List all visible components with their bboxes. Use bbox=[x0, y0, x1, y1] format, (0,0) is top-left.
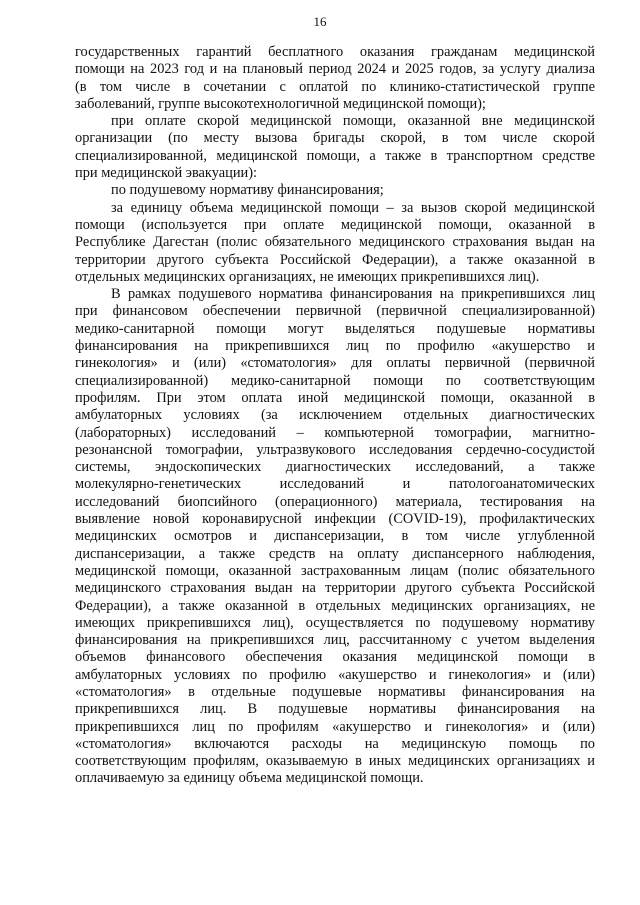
paragraph bbox=[75, 113, 595, 182]
text-line: государственных гарантий бесплатного оказания гражданам медицинской bbox=[75, 44, 595, 60]
text-line: помощи (используется при оплате медицинской помощи, оказанной в bbox=[75, 216, 595, 233]
text-line: (лабораторных) исследований – компьютерной томографии, магнитно- bbox=[75, 424, 595, 441]
paragraph bbox=[75, 44, 595, 113]
text-line: при медицинской эвакуации): bbox=[75, 165, 258, 182]
text-line: специализированной, медицинской помощи, а также в транспортном средстве bbox=[75, 147, 595, 164]
text-line: медицинской помощи, оказанной застрахованным лицам (полис обязательного bbox=[75, 562, 595, 579]
text-line: помощи на 2023 год и на плановый период 2024 и 2025 годов, за услугу диализа bbox=[75, 61, 595, 78]
text-line: профилям. При этом оплата иной медицинской помощи, оказанной в bbox=[75, 389, 595, 406]
paragraph bbox=[75, 200, 595, 286]
text-line: молекулярно-генетических исследований и патологоанатомических bbox=[75, 476, 595, 493]
text-line: заболеваний, группе высокотехнологичной медицинской помощи); bbox=[75, 95, 486, 112]
text-line: диспансеризации, а также средств на оплату диспансерного наблюдения, bbox=[75, 545, 595, 562]
text-line: специализированной) медико-санитарной помощи по соответствующим bbox=[75, 372, 595, 389]
text-line: отдельных медицинских организациях, не имеющих прикрепившихся лиц). bbox=[75, 268, 540, 285]
text-line: соответствующим профилям, оказываемую в иных медицинских организациях и bbox=[75, 753, 595, 770]
text-line: при оплате скорой медицинской помощи, оказанной вне медицинской bbox=[111, 113, 595, 130]
text-line: за единицу объема медицинской помощи – за вызов скорой медицинской bbox=[111, 199, 595, 216]
text-line: исследований биопсийного (операционного) материала, тестирования на bbox=[75, 493, 595, 510]
text-line: Федерации), а также оказанной в отдельных медицинских организациях, не bbox=[75, 597, 595, 614]
text-line: имеющих прикрепившихся лиц), осуществляется по подушевому нормативу bbox=[75, 614, 595, 631]
text-line: В рамках подушевого норматива финансирования на прикрепившихся лиц bbox=[111, 286, 595, 303]
text-line: выявление новой коронавирусной инфекции (COVID-19), профилактических bbox=[75, 511, 595, 528]
text-line: «стоматология» в отдельные подушевые нормативы финансирования на bbox=[75, 683, 595, 700]
text-line: прикрепившихся лиц по профилям «акушерство и гинекология» и (или) bbox=[75, 718, 595, 735]
text-line: амбулаторных условиях (за исключением отдельных диагностических bbox=[75, 407, 595, 424]
paragraph bbox=[75, 286, 595, 788]
text-line: медицинских осмотров и диспансеризации, в том числе углубленной bbox=[75, 528, 595, 545]
text-line: медицинского страхования выдан на территории другого субъекта Российской bbox=[75, 580, 595, 597]
text-line: (в том числе в сочетании с оплатой по клинико-статистической группе bbox=[75, 78, 595, 95]
text-line: финансирования на прикрепившихся лиц по профилю «акушерство и bbox=[75, 338, 595, 355]
text-line: организации (по месту вызова бригады скорой, в том числе скорой bbox=[75, 130, 595, 147]
text-line: по подушевому нормативу финансирования; bbox=[111, 182, 384, 199]
text-line: объемов финансового обеспечения оказания медицинской помощи в bbox=[75, 649, 595, 666]
text-line: резонансной томографии, ультразвукового исследования сердечно-сосудистой bbox=[75, 441, 595, 458]
text-line: «стоматология» включаются расходы на медицинскую помощь по bbox=[75, 735, 595, 752]
text-line: медико-санитарной помощи могут выделяться подушевые нормативы bbox=[75, 320, 595, 337]
text-line: гинекология» и (или) «стоматология» для оплаты первичной (первичной bbox=[75, 355, 595, 372]
page-number: 16 bbox=[313, 14, 327, 29]
document-body bbox=[75, 44, 595, 788]
text-line: амбулаторных условиях по профилю «акушерство и гинекология» и (или) bbox=[75, 666, 595, 683]
text-line: оплачиваемую за единицу объема медицинской помощи. bbox=[75, 770, 424, 787]
text-line: системы, эндоскопических диагностических исследований, а также bbox=[75, 459, 595, 476]
paragraph bbox=[75, 182, 595, 199]
text-line: территории другого субъекта Российской Федерации), а также оказанной в bbox=[75, 251, 595, 268]
text-line: при финансовом обеспечении первичной (первичной специализированной) bbox=[75, 303, 595, 320]
text-line: Республике Дагестан (полис обязательного медицинского страхования выдан на bbox=[75, 234, 595, 251]
text-line: финансирования на прикрепившихся лиц, рассчитанному с учетом выделения bbox=[75, 632, 595, 649]
text-line: прикрепившихся лиц. В подушевые нормативы финансирования на bbox=[75, 701, 595, 718]
